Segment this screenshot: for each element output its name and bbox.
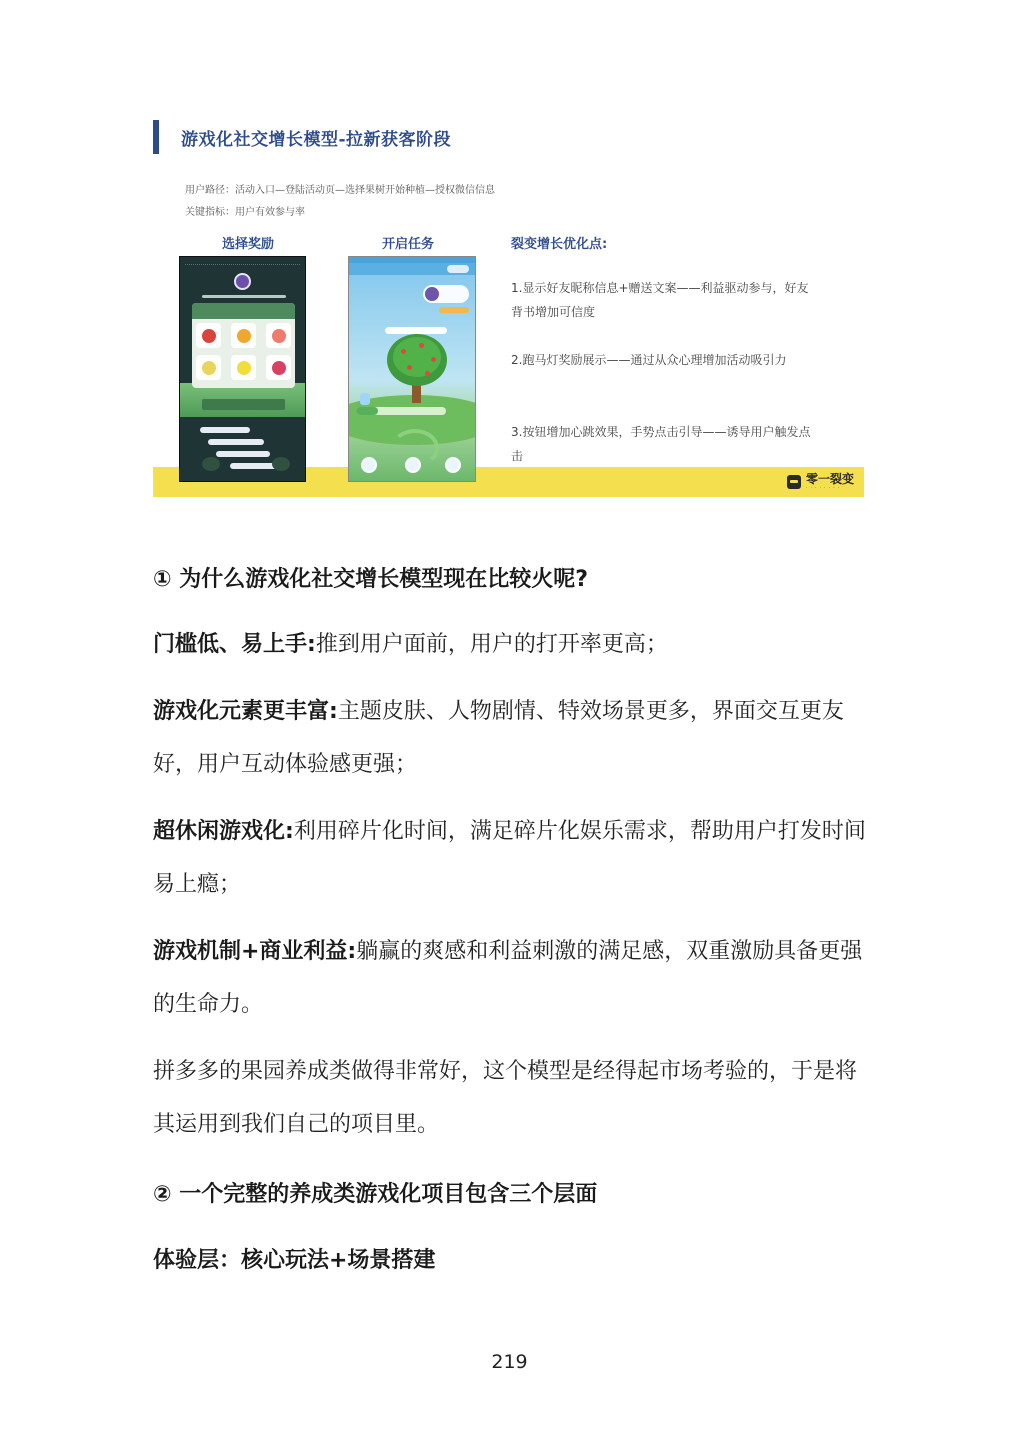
free-fertilizer-icon	[361, 457, 377, 473]
subsection-heading: 体验层：核心玩法+场景搭建	[153, 1248, 436, 1273]
apple-icon	[431, 357, 436, 362]
body-paragraph: 拼多多的果园养成类做得非常好，这个模型是经得起市场考验的，于是将其运用到我们自己的项目里。	[153, 1059, 858, 1137]
figure-title: 游戏化社交增长模型-拉新获客阶段	[181, 130, 452, 150]
page-number: 219	[491, 1351, 528, 1373]
optimization-point-3: 3.按钮增加心跳效果，手势点击引导——诱导用户触发点击	[511, 425, 811, 463]
column-head-task: 开启任务	[382, 237, 435, 252]
brand-logo	[787, 473, 854, 490]
point-paragraph	[153, 685, 868, 791]
fruit-pear-icon	[196, 355, 221, 380]
point-text: 主题皮肤、人物剧情、特效场景更多，界面交互更友好，用户互动体验感更强；	[153, 699, 844, 777]
point-label: 门槛低、易上手:	[153, 632, 316, 657]
point-label: 超休闲游戏化:	[153, 819, 294, 844]
column-head-optimization: 裂变增长优化点:	[511, 237, 608, 252]
marquee-item	[216, 451, 270, 457]
point-paragraph	[153, 925, 868, 1031]
optimization-point-1: 1.显示好友昵称信息+赠送文案——利益驱动参与，好友背书增加可信度	[511, 281, 809, 319]
fruit-card-header	[192, 303, 295, 319]
title-accent-bar	[153, 120, 159, 154]
fruit-apple-icon	[196, 323, 221, 348]
status-bar	[185, 260, 300, 265]
apple-icon	[407, 365, 412, 370]
infographic-figure	[153, 115, 864, 497]
start-planting-button-graphic	[202, 399, 285, 410]
growth-progress-fill	[356, 407, 378, 415]
apple-icon	[401, 349, 406, 354]
bush-graphic	[272, 457, 290, 471]
key-metric-text: 关键指标：用户有效参与率	[185, 207, 305, 218]
fruit-dragonfruit-icon	[266, 355, 291, 380]
brand-name: 零一裂变	[805, 472, 854, 486]
phone-screenshot-task	[348, 256, 476, 482]
fruit-lemon-icon	[231, 355, 256, 380]
section-heading-2: ② 一个完整的养成类游戏化项目包含三个层面	[153, 1182, 598, 1207]
point-text: 利用碎片化时间，满足碎片化娱乐需求，帮助用户打发时间易上瘾；	[153, 819, 866, 897]
point-paragraph	[153, 618, 868, 671]
speech-bubble	[385, 327, 447, 334]
point-text: 躺赢的爽感和利益刺激的满足感，双重激励具备更强的生命力。	[153, 939, 863, 1017]
user-path-text: 用户路径：活动入口—登陆活动页—选择果树开始种植—授权微信信息	[185, 185, 495, 196]
avatar	[234, 273, 251, 290]
section-heading-1: ① 为什么游戏化社交增长模型现在比较火呢?	[153, 567, 589, 592]
water-drop-icon	[360, 393, 370, 405]
avatar	[425, 287, 439, 301]
bush-graphic	[202, 457, 220, 471]
point-paragraph	[153, 805, 868, 911]
point-label: 游戏化元素更丰富:	[153, 699, 338, 724]
capsule-menu-icon	[447, 265, 469, 273]
user-badge	[423, 285, 469, 303]
invite-text-graphic	[202, 295, 286, 298]
column-head-reward: 选择奖励	[222, 237, 275, 252]
brand-mark-icon	[787, 475, 801, 489]
watering-icon	[445, 457, 461, 473]
fruit-peach-icon	[266, 323, 291, 348]
fruit-orange-icon	[231, 323, 256, 348]
coin-counter	[439, 307, 469, 313]
apple-icon	[425, 371, 430, 376]
point-text: 推到用户面前，用户的打开率更高；	[315, 632, 668, 657]
optimization-point-2: 2.跑马灯奖励展示——通过从众心理增加活动吸引力	[511, 353, 787, 367]
brand-tagline-graphic: · · · · · · · ·	[805, 485, 841, 490]
phone-screenshot-reward	[179, 256, 306, 482]
fertilizer-icon	[405, 457, 421, 473]
point-label: 游戏机制+商业利益:	[153, 939, 357, 964]
apple-icon	[419, 343, 424, 348]
growth-progress-bar	[356, 407, 446, 415]
marquee-item	[200, 427, 250, 433]
marquee-item	[208, 439, 264, 445]
